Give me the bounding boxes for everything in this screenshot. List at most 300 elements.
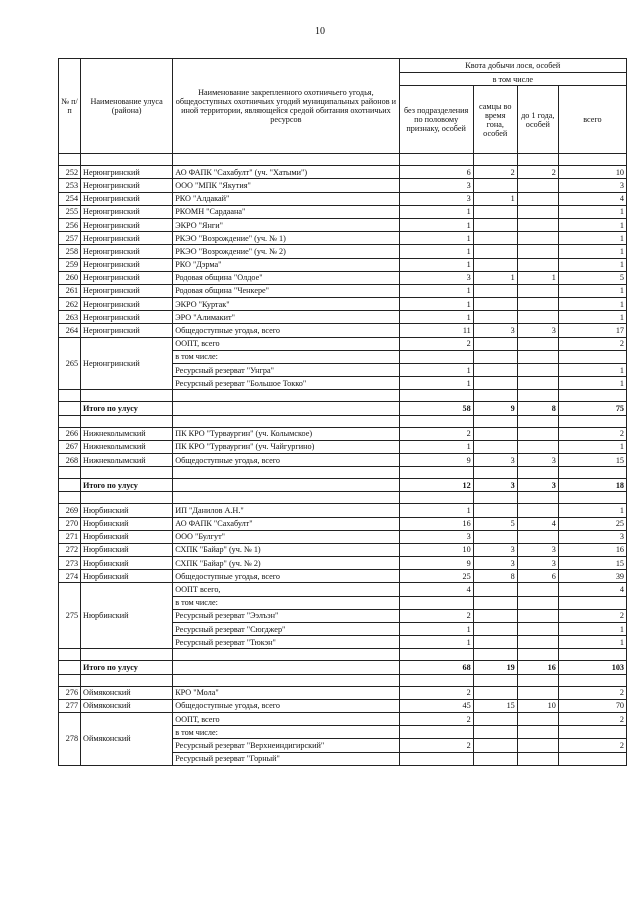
moose-quota-table	[58, 58, 627, 766]
value-males: 1	[473, 271, 517, 284]
value-total: 39	[558, 570, 626, 583]
header-area: Наименование закрепленного охотничьего угодья, общедоступных охотничьих угодий муниципальных районов и иной территории, являющейся средой обитания охотничьих ресурсов	[173, 59, 399, 154]
value-calves	[517, 192, 558, 205]
value-calves	[517, 504, 558, 517]
table-row	[59, 712, 627, 725]
table-row	[59, 337, 627, 350]
area-name: АО ФАПК "Сахабулт"	[173, 517, 399, 530]
area-name: ИП "Данилов А.Н."	[173, 504, 399, 517]
value-males: 2	[473, 166, 517, 179]
value-unsexed: 1	[399, 205, 473, 218]
value-total: 1	[558, 205, 626, 218]
district-name: Нерюнгринский	[81, 311, 173, 324]
district-name: Нерюнгринский	[81, 337, 173, 390]
value-calves: 6	[517, 570, 558, 583]
header-col-calves: до 1 года, особей	[517, 86, 558, 154]
row-number: 270	[59, 517, 81, 530]
table-row	[59, 583, 627, 596]
value-males	[473, 504, 517, 517]
value-total: 4	[558, 192, 626, 205]
value-calves	[517, 311, 558, 324]
empty-cell	[473, 467, 517, 479]
district-name: Нюрбинский	[81, 504, 173, 517]
value-unsexed: 2	[399, 686, 473, 699]
value-total: 70	[558, 699, 626, 712]
area-name: ООПТ всего,	[173, 583, 399, 596]
row-number: 271	[59, 530, 81, 543]
value-unsexed: 9	[399, 453, 473, 466]
spacer-row	[59, 674, 627, 686]
empty-cell	[81, 415, 173, 427]
value-calves: 8	[517, 402, 558, 415]
value-males: 3	[473, 479, 517, 492]
value-males	[473, 530, 517, 543]
header-district: Наименование улуса (района)	[81, 59, 173, 154]
value-males	[473, 179, 517, 192]
area-name: Общедоступные угодья, всего	[173, 324, 399, 337]
table-row	[59, 298, 627, 311]
value-calves: 3	[517, 453, 558, 466]
area-name: Ресурсный резерват "Тюкэн"	[173, 636, 399, 649]
spacer-row	[59, 649, 627, 661]
empty-cell	[59, 415, 81, 427]
row-number: 275	[59, 583, 81, 649]
value-total: 15	[558, 557, 626, 570]
value-total: 16	[558, 543, 626, 556]
value-males	[473, 377, 517, 390]
value-total: 103	[558, 661, 626, 674]
value-calves	[517, 258, 558, 271]
empty-cell	[517, 154, 558, 166]
empty-cell	[81, 649, 173, 661]
district-name: Нюрбинский	[81, 530, 173, 543]
value-calves	[517, 179, 558, 192]
row-number: 277	[59, 699, 81, 712]
district-name: Нюрбинский	[81, 557, 173, 570]
area-name: СХПК "Байар" (уч. № 2)	[173, 557, 399, 570]
value-total: 1	[558, 245, 626, 258]
value-males	[473, 623, 517, 636]
value-unsexed: 10	[399, 543, 473, 556]
area-name: Общедоступные угодья, всего	[173, 453, 399, 466]
table-row	[59, 504, 627, 517]
value-unsexed: 25	[399, 570, 473, 583]
value-total: 2	[558, 427, 626, 440]
value-calves: 10	[517, 699, 558, 712]
value-calves	[517, 440, 558, 453]
area-name: в том числе:	[173, 350, 399, 363]
empty-cell	[399, 415, 473, 427]
value-unsexed: 12	[399, 479, 473, 492]
value-males: 3	[473, 453, 517, 466]
district-name: Нюрбинский	[81, 583, 173, 649]
value-calves: 3	[517, 324, 558, 337]
empty-cell	[399, 674, 473, 686]
area-name: Ресурсный резерват "Большое Токко"	[173, 377, 399, 390]
value-calves	[517, 739, 558, 752]
value-calves	[517, 427, 558, 440]
district-name: Оймяконский	[81, 686, 173, 699]
empty-cell	[558, 415, 626, 427]
empty-cell	[81, 492, 173, 504]
area-name: ЭКРО "Янги"	[173, 218, 399, 231]
area-name: в том числе:	[173, 596, 399, 609]
table-row	[59, 311, 627, 324]
value-calves: 3	[517, 479, 558, 492]
value-unsexed: 58	[399, 402, 473, 415]
area-name: Общедоступные угодья, всего	[173, 570, 399, 583]
table-row	[59, 218, 627, 231]
empty-cell	[59, 479, 81, 492]
empty-cell	[473, 649, 517, 661]
value-males: 9	[473, 402, 517, 415]
table-row	[59, 271, 627, 284]
empty-cell	[173, 154, 399, 166]
row-number: 274	[59, 570, 81, 583]
value-unsexed: 2	[399, 427, 473, 440]
spacer-row	[59, 390, 627, 402]
table-row	[59, 205, 627, 218]
row-number: 262	[59, 298, 81, 311]
value-unsexed: 2	[399, 712, 473, 725]
row-number: 272	[59, 543, 81, 556]
row-number: 254	[59, 192, 81, 205]
empty-cell	[59, 492, 81, 504]
value-calves	[517, 530, 558, 543]
value-calves	[517, 284, 558, 297]
value-calves	[517, 218, 558, 231]
total-label: Итого по улусу	[81, 661, 173, 674]
empty-cell	[81, 154, 173, 166]
value-unsexed: 1	[399, 298, 473, 311]
area-name: Ресурсный резерват "Унгра"	[173, 364, 399, 377]
value-total: 75	[558, 402, 626, 415]
value-males: 3	[473, 324, 517, 337]
empty-cell	[81, 674, 173, 686]
value-males: 15	[473, 699, 517, 712]
header-quota: Квота добычи лося, особей	[399, 59, 626, 73]
row-number: 260	[59, 271, 81, 284]
empty-cell	[173, 467, 399, 479]
value-males	[473, 350, 517, 363]
row-number: 256	[59, 218, 81, 231]
value-unsexed: 68	[399, 661, 473, 674]
empty-cell	[59, 154, 81, 166]
area-name: РКЭО "Возрождение" (уч. № 2)	[173, 245, 399, 258]
value-males: 3	[473, 543, 517, 556]
value-total: 2	[558, 609, 626, 622]
area-name: ООПТ, всего	[173, 712, 399, 725]
value-unsexed: 4	[399, 583, 473, 596]
value-total: 2	[558, 739, 626, 752]
area-name: ПК КРО "Турваургин" (уч. Чайгургино)	[173, 440, 399, 453]
table-row	[59, 427, 627, 440]
value-total: 1	[558, 364, 626, 377]
value-calves: 1	[517, 271, 558, 284]
empty-cell	[399, 467, 473, 479]
value-calves	[517, 623, 558, 636]
value-unsexed: 1	[399, 364, 473, 377]
table-row	[59, 166, 627, 179]
value-unsexed: 1	[399, 623, 473, 636]
value-total: 1	[558, 311, 626, 324]
value-calves	[517, 350, 558, 363]
row-number: 258	[59, 245, 81, 258]
area-name: КРО "Мола"	[173, 686, 399, 699]
table-row	[59, 530, 627, 543]
value-total: 10	[558, 166, 626, 179]
value-males	[473, 712, 517, 725]
spacer-row	[59, 492, 627, 504]
value-unsexed: 2	[399, 739, 473, 752]
area-name: РКЭО "Возрождение" (уч. № 1)	[173, 232, 399, 245]
row-number: 255	[59, 205, 81, 218]
spacer-row	[59, 415, 627, 427]
area-name: РКО "Алдакай"	[173, 192, 399, 205]
total-row	[59, 479, 627, 492]
value-total: 1	[558, 636, 626, 649]
area-name: ЭКРО "Куртак"	[173, 298, 399, 311]
area-name: Родовая община "Олдое"	[173, 271, 399, 284]
value-unsexed: 3	[399, 179, 473, 192]
value-males	[473, 364, 517, 377]
value-total: 2	[558, 686, 626, 699]
value-calves: 4	[517, 517, 558, 530]
value-total: 5	[558, 271, 626, 284]
empty-cell	[173, 479, 399, 492]
value-males	[473, 726, 517, 739]
value-unsexed: 1	[399, 377, 473, 390]
empty-cell	[558, 154, 626, 166]
table-row	[59, 543, 627, 556]
value-unsexed: 1	[399, 440, 473, 453]
value-unsexed: 1	[399, 284, 473, 297]
district-name: Нерюнгринский	[81, 232, 173, 245]
district-name: Нерюнгринский	[81, 298, 173, 311]
value-males	[473, 245, 517, 258]
row-number: 278	[59, 712, 81, 765]
table-row	[59, 284, 627, 297]
district-name: Нерюнгринский	[81, 192, 173, 205]
district-name: Нерюнгринский	[81, 218, 173, 231]
value-total: 3	[558, 179, 626, 192]
value-males	[473, 427, 517, 440]
value-males: 1	[473, 192, 517, 205]
row-number: 252	[59, 166, 81, 179]
value-males	[473, 298, 517, 311]
value-total: 1	[558, 284, 626, 297]
table-header	[59, 59, 627, 154]
value-unsexed: 45	[399, 699, 473, 712]
empty-cell	[558, 649, 626, 661]
area-name: РКОМН "Сардаана"	[173, 205, 399, 218]
row-number: 265	[59, 337, 81, 390]
district-name: Нерюнгринский	[81, 324, 173, 337]
district-name: Оймяконский	[81, 699, 173, 712]
value-unsexed: 1	[399, 232, 473, 245]
value-calves	[517, 245, 558, 258]
row-number: 268	[59, 453, 81, 466]
empty-cell	[517, 390, 558, 402]
value-unsexed	[399, 350, 473, 363]
value-total	[558, 726, 626, 739]
table-row	[59, 192, 627, 205]
value-unsexed: 3	[399, 271, 473, 284]
value-males	[473, 232, 517, 245]
value-males	[473, 739, 517, 752]
district-name: Нерюнгринский	[81, 166, 173, 179]
value-calves	[517, 232, 558, 245]
value-total: 1	[558, 623, 626, 636]
empty-cell	[173, 492, 399, 504]
value-total: 1	[558, 440, 626, 453]
value-calves	[517, 712, 558, 725]
value-total	[558, 350, 626, 363]
row-number: 266	[59, 427, 81, 440]
value-calves	[517, 609, 558, 622]
value-unsexed: 3	[399, 530, 473, 543]
empty-cell	[473, 390, 517, 402]
value-calves: 16	[517, 661, 558, 674]
value-unsexed: 3	[399, 192, 473, 205]
empty-cell	[473, 154, 517, 166]
empty-cell	[473, 415, 517, 427]
value-calves	[517, 636, 558, 649]
area-name: Ресурсный резерват "Верхнеиндигирский"	[173, 739, 399, 752]
district-name: Нерюнгринский	[81, 258, 173, 271]
total-row	[59, 402, 627, 415]
value-total	[558, 596, 626, 609]
empty-cell	[59, 402, 81, 415]
empty-cell	[399, 492, 473, 504]
value-males	[473, 440, 517, 453]
area-name: ООПТ, всего	[173, 337, 399, 350]
value-total: 18	[558, 479, 626, 492]
empty-cell	[59, 661, 81, 674]
page-number: 10	[315, 26, 325, 37]
value-unsexed: 6	[399, 166, 473, 179]
row-number: 253	[59, 179, 81, 192]
table-row	[59, 570, 627, 583]
value-males	[473, 258, 517, 271]
value-males	[473, 686, 517, 699]
value-unsexed	[399, 596, 473, 609]
spacer-row	[59, 467, 627, 479]
district-name: Нерюнгринский	[81, 205, 173, 218]
header-col-total: всего	[558, 86, 626, 154]
area-name: РКО "Дэрма"	[173, 258, 399, 271]
empty-cell	[173, 415, 399, 427]
value-calves: 2	[517, 166, 558, 179]
total-label: Итого по улусу	[81, 479, 173, 492]
empty-cell	[399, 649, 473, 661]
empty-cell	[558, 467, 626, 479]
empty-cell	[558, 674, 626, 686]
district-name: Нюрбинский	[81, 570, 173, 583]
value-males	[473, 284, 517, 297]
row-number: 267	[59, 440, 81, 453]
area-name: ООО "Булгут"	[173, 530, 399, 543]
district-name: Нерюнгринский	[81, 284, 173, 297]
table-row	[59, 258, 627, 271]
value-males: 5	[473, 517, 517, 530]
district-name: Нерюнгринский	[81, 245, 173, 258]
empty-cell	[517, 674, 558, 686]
value-total: 4	[558, 583, 626, 596]
value-calves	[517, 364, 558, 377]
row-number: 276	[59, 686, 81, 699]
area-name: Общедоступные угодья, всего	[173, 699, 399, 712]
empty-cell	[59, 467, 81, 479]
row-number: 257	[59, 232, 81, 245]
district-name: Нюрбинский	[81, 517, 173, 530]
value-unsexed: 1	[399, 311, 473, 324]
value-unsexed: 11	[399, 324, 473, 337]
value-males: 3	[473, 557, 517, 570]
value-unsexed: 1	[399, 636, 473, 649]
value-calves	[517, 596, 558, 609]
value-males: 8	[473, 570, 517, 583]
table-row	[59, 245, 627, 258]
empty-cell	[173, 390, 399, 402]
empty-cell	[81, 390, 173, 402]
area-name: СХПК "Байар" (уч. № 1)	[173, 543, 399, 556]
area-name: Ресурсный резерват "Сюгджер"	[173, 623, 399, 636]
value-calves: 3	[517, 557, 558, 570]
value-males	[473, 218, 517, 231]
empty-cell	[81, 467, 173, 479]
value-males	[473, 311, 517, 324]
row-number: 273	[59, 557, 81, 570]
value-unsexed: 16	[399, 517, 473, 530]
empty-cell	[173, 649, 399, 661]
area-name: Ресурсный резерват "Горный"	[173, 752, 399, 765]
value-total: 15	[558, 453, 626, 466]
header-col-unsexed: без подразделения по половому признаку, особей	[399, 86, 473, 154]
table-row	[59, 557, 627, 570]
empty-cell	[173, 402, 399, 415]
value-unsexed: 1	[399, 218, 473, 231]
district-name: Оймяконский	[81, 712, 173, 765]
empty-cell	[399, 390, 473, 402]
empty-cell	[517, 649, 558, 661]
empty-cell	[517, 492, 558, 504]
value-males	[473, 752, 517, 765]
value-total: 1	[558, 258, 626, 271]
table-row	[59, 232, 627, 245]
value-males	[473, 596, 517, 609]
row-number: 261	[59, 284, 81, 297]
empty-cell	[399, 154, 473, 166]
table-row	[59, 517, 627, 530]
area-name: ООО "МПК "Якутия"	[173, 179, 399, 192]
empty-cell	[473, 492, 517, 504]
empty-cell	[173, 661, 399, 674]
area-name: ПК КРО "Турваургин" (уч. Колымское)	[173, 427, 399, 440]
district-name: Нюрбинский	[81, 543, 173, 556]
value-calves	[517, 298, 558, 311]
row-number: 269	[59, 504, 81, 517]
value-calves: 3	[517, 543, 558, 556]
value-total: 1	[558, 504, 626, 517]
area-name: в том числе:	[173, 726, 399, 739]
row-number: 263	[59, 311, 81, 324]
value-unsexed: 1	[399, 245, 473, 258]
table-body	[59, 154, 627, 766]
row-number: 259	[59, 258, 81, 271]
empty-cell	[558, 492, 626, 504]
value-calves	[517, 726, 558, 739]
